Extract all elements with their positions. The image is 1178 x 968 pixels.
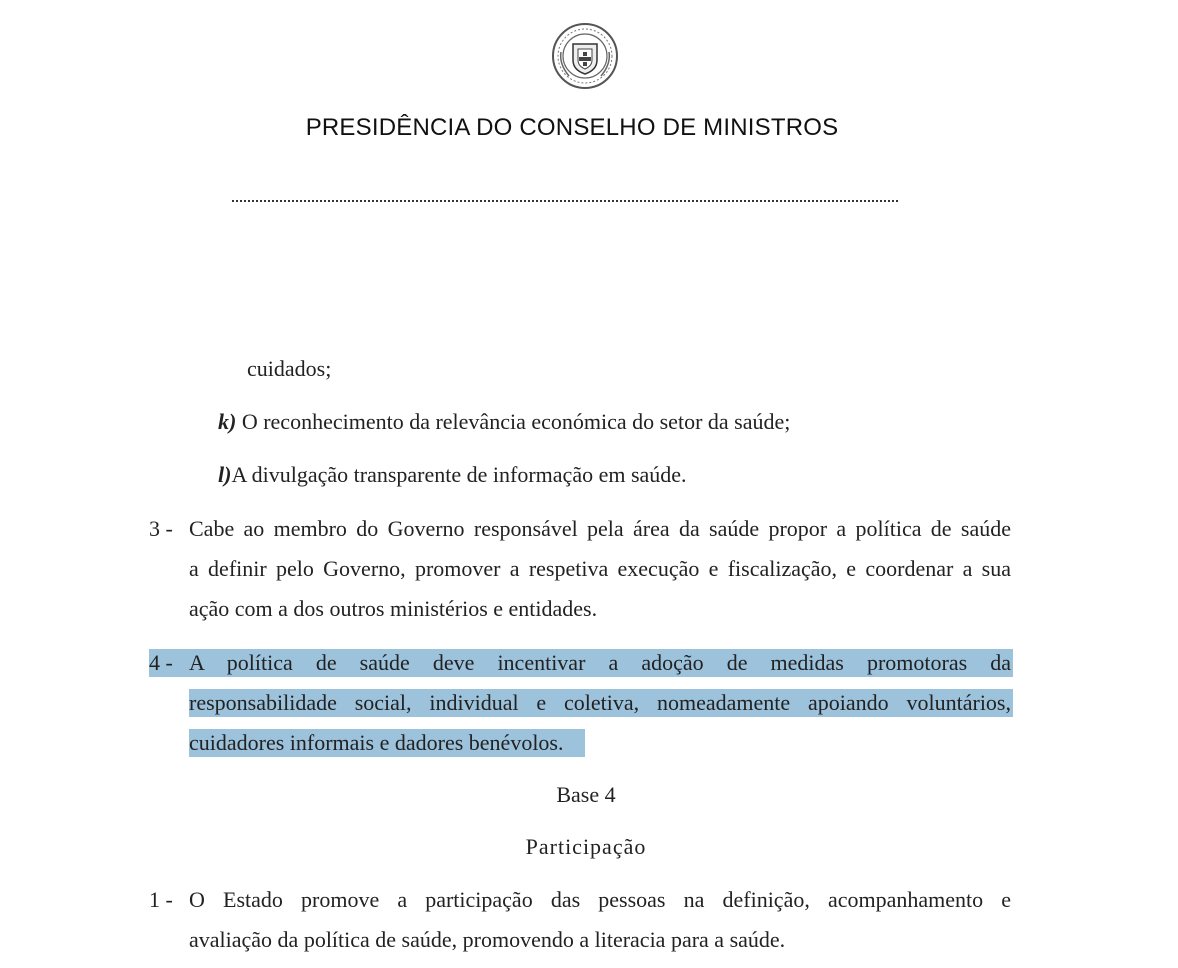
list-item-l (218, 462, 687, 488)
list-item-text: O reconhecimento da relevância económica do setor da saúde; (241, 409, 791, 434)
section-subheading: Participação (525, 834, 647, 859)
paragraph-line: A política de saúde deve incentivar a adoção de medidas promotoras da (189, 650, 1011, 675)
paragraph-line: O Estado promove a participação das pessoas na definição, acompanhamento e (189, 887, 1011, 912)
paragraph-line: cuidadores informais e dadores benévolos. (189, 730, 564, 755)
paragraph-number: 4 - (149, 650, 173, 675)
continuation-text: cuidados; (247, 356, 332, 381)
institution-title: PRESIDÊNCIA DO CONSELHO DE MINISTROS (305, 114, 839, 141)
paragraph-line: a definir pelo Governo, promover a respetiva execução e fiscalização, e coordenar a sua (189, 556, 1011, 581)
paragraph-number: 3 - (149, 516, 173, 541)
paragraph-line: Cabe ao membro do Governo responsável pela área da saúde propor a política de saúde (189, 516, 1011, 541)
paragraph-line: ação com a dos outros ministérios e entidades. (189, 596, 598, 621)
paragraph-line: responsabilidade social, individual e coletiva, nomeadamente apoiando voluntários, (189, 690, 1011, 715)
paragraph-line: avaliação da política de saúde, promovendo a literacia para a saúde. (189, 927, 786, 952)
section-heading: Base 4 (556, 782, 616, 807)
header-divider (232, 200, 898, 202)
portuguese-coat-of-arms-icon (551, 22, 619, 90)
paragraph-number: 1 - (149, 887, 173, 912)
list-marker: k) (218, 409, 237, 434)
list-item-text: A divulgação transparente de informação em saúde. (231, 462, 687, 487)
list-marker: l) (218, 462, 232, 487)
list-item-k (218, 409, 790, 435)
